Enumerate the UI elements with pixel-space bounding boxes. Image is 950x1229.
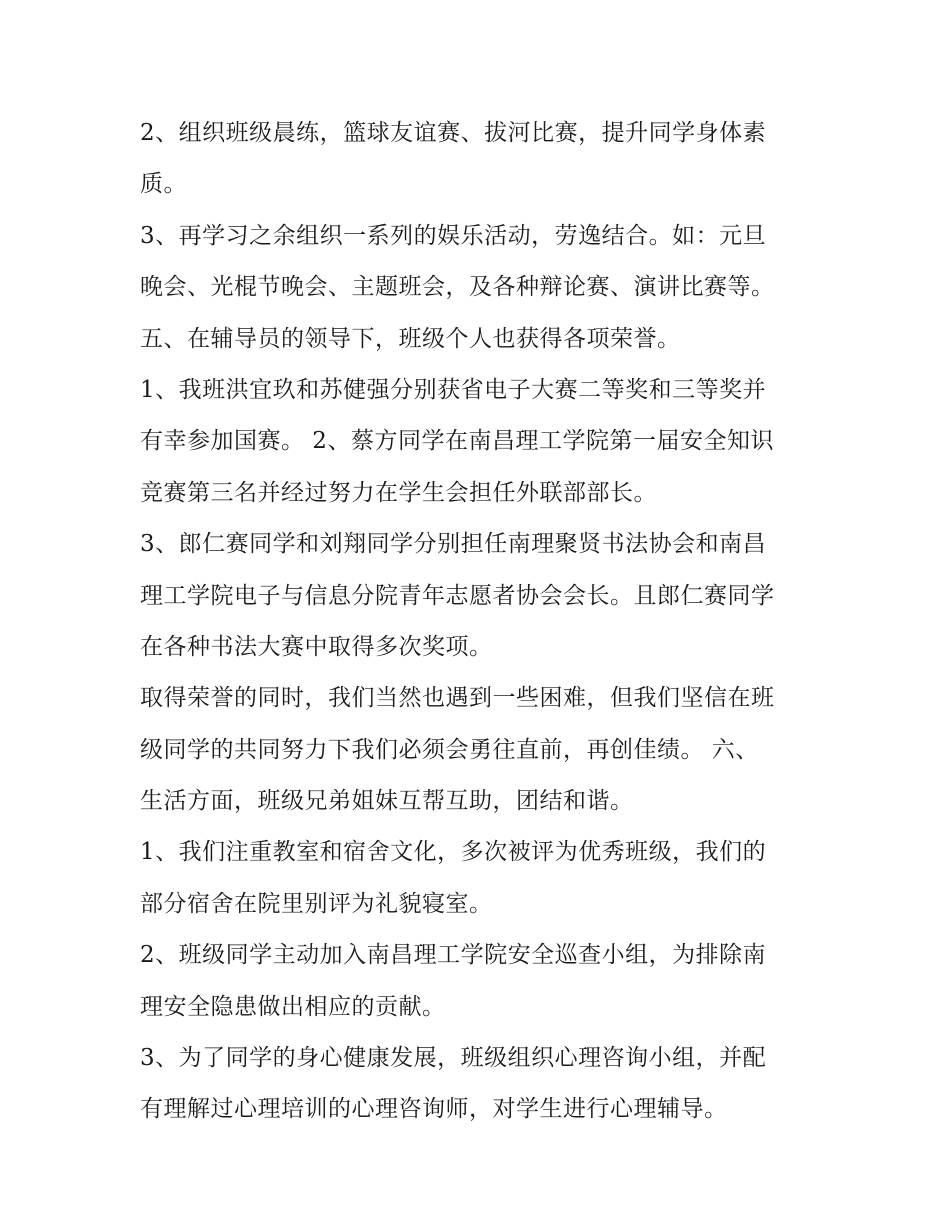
text-line: 生活方面，班级兄弟姐妹互帮互助，团结和谐。 bbox=[140, 788, 634, 815]
text-line: 1、我们注重教室和宿舍文化，多次被评为优秀班级，我们的 bbox=[140, 839, 767, 866]
text-line: 有幸参加国赛。 2、蔡方同学在南昌理工学院第一届安全知识 bbox=[140, 428, 774, 455]
text-line: 3、再学习之余组织一系列的娱乐活动，劳逸结合。如：元旦 bbox=[140, 222, 767, 249]
section-heading-5: 五、在辅导员的领导下，班级个人也获得各项荣誉。 bbox=[140, 325, 681, 352]
text-line: 级同学的共同努力下我们必须会勇往直前，再创佳绩。 六、 bbox=[140, 736, 759, 763]
text-line: 在各种书法大赛中取得多次奖项。 bbox=[140, 633, 493, 660]
text-line: 3、为了同学的身心健康发展，班级组织心理咨询小组，并配 bbox=[140, 1045, 767, 1072]
text-line: 理安全隐患做出相应的贡献。 bbox=[140, 993, 446, 1020]
text-line: 3、郎仁赛同学和刘翔同学分别担任南理聚贤书法协会和南昌 bbox=[140, 531, 767, 558]
text-line: 有理解过心理培训的心理咨询师，对学生进行心理辅导。 bbox=[140, 1096, 728, 1123]
document-body bbox=[140, 108, 820, 1136]
text-line: 1、我班洪宜玖和苏健强分别获省电子大赛二等奖和三等奖并 bbox=[140, 376, 767, 403]
text-line: 2、班级同学主动加入南昌理工学院安全巡查小组，为排除南 bbox=[140, 942, 767, 969]
text-line: 部分宿舍在院里别评为礼貌寝室。 bbox=[140, 890, 493, 917]
text-line: 理工学院电子与信息分院青年志愿者协会会长。且郎仁赛同学 bbox=[140, 582, 775, 609]
text-line: 晚会、光棍节晚会、主题班会，及各种辩论赛、演讲比赛等。 bbox=[140, 274, 775, 301]
text-line: 2、组织班级晨练，篮球友谊赛、拔河比赛，提升同学身体素 bbox=[140, 120, 767, 146]
text-line: 竞赛第三名并经过努力在学生会担任外联部部长。 bbox=[140, 479, 657, 506]
text-line: 取得荣誉的同时，我们当然也遇到一些困难，但我们坚信在班 bbox=[140, 685, 775, 712]
text-line: 质。 bbox=[140, 171, 187, 198]
